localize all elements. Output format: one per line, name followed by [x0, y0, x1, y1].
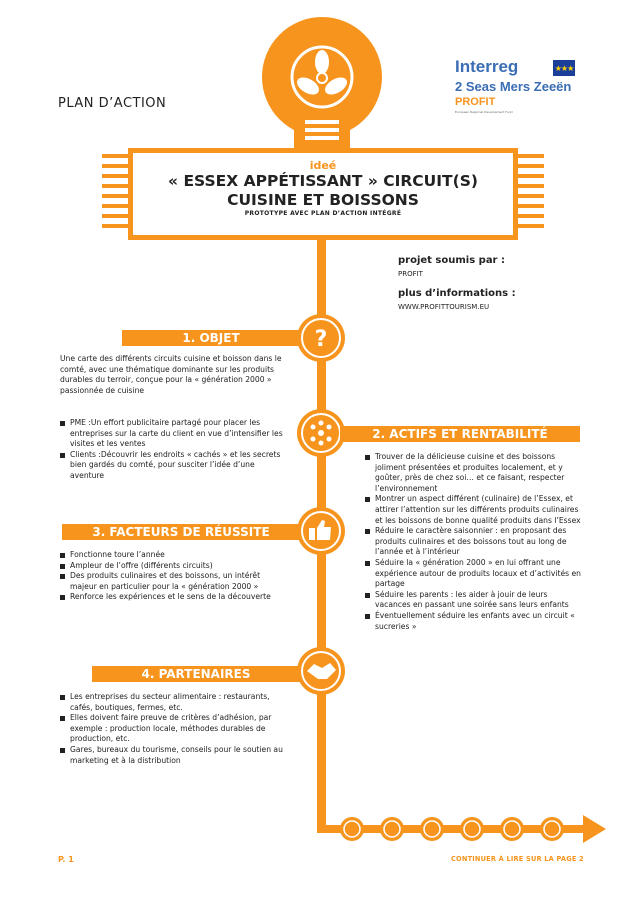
- handshake-icon: [297, 647, 345, 695]
- svg-text:?: ?: [314, 327, 328, 352]
- submitted-label: projet soumis par :: [398, 255, 505, 266]
- lightbulb-icon: [262, 17, 382, 148]
- idee-label: ideé: [309, 159, 337, 172]
- section-facteurs-list: [60, 550, 285, 603]
- page-subtitle: PROTOTYPE AVEC PLAN D’ACTION INTÉGRÉ: [244, 210, 402, 217]
- list-item: Des produits culinaires et des boissons, un intérêt majeur en particulier pour la « génération 2000 »: [60, 571, 285, 592]
- list-item: Gares, bureaux du tourisme, conseils pour le soutien au marketing et à la distribution: [60, 745, 285, 766]
- submitted-value: PROFIT: [398, 270, 423, 278]
- interreg-word: Interreg: [455, 57, 519, 76]
- thumbs-up-icon: [297, 507, 345, 555]
- list-item: Séduire la « génération 2000 » en lui offrant une expérience autour de produits locaux et d’activités en partage: [365, 558, 585, 590]
- section-actifs-list: [365, 452, 585, 632]
- list-item: Montrer un aspect différent (culinaire) de l’Essex, et attirer l’attention sur les différents produits culinaires et les boissons de bonne qualité produits dans l’Essex: [365, 494, 585, 526]
- eu-fund-text: European Regional Development Fund: [455, 110, 513, 114]
- list-item: Les entreprises du secteur alimentaire : restaurants, cafés, boutiques, fermes, etc.: [60, 692, 285, 713]
- section-actifs-header: 2. ACTIFS ET RENTABILITÉ: [340, 426, 580, 442]
- list-item: Ampleur de l’offre (différents circuits): [60, 561, 285, 572]
- list-item: Elles doivent faire preuve de critères d’adhésion, par exemple : production locale, méthodes durables de production, etc.: [60, 713, 285, 745]
- list-item: Clients :Découvrir les endroits « cachés » et les secrets bien gardés du comté, pour susciter l’idée d’une aventure: [60, 450, 290, 482]
- page-title-line1: « ESSEX APPÉTISSANT » CIRCUIT(S): [168, 172, 478, 190]
- section-objet-intro: Une carte des différents circuits cuisine et boisson dans le comté, avec une thématique dominante sur les produits durables du terroir, conçue pour la « génération 2000 » passionnée de cuisine: [60, 354, 282, 395]
- list-item: Éventuellement séduire les enfants avec un circuit « sucreries »: [365, 611, 585, 632]
- list-item: PME :Un effort publicitaire partagé pour placer les entreprises sur la carte du client en vue d’intensifier les visites et les ventes: [60, 418, 290, 450]
- title-box: [128, 148, 518, 240]
- section-facteurs-header: 3. FACTEURS DE RÉUSSITE: [62, 524, 300, 540]
- list-item: Trouver de la délicieuse cuisine et des boissons joliment présentées et produites localement, et y goûter, près de chez soi… et ce faisant, respecter l’environnement: [365, 452, 585, 494]
- page-number: P. 1: [58, 855, 74, 864]
- section-partenaires-header: 4. PARTENAIRES: [92, 666, 300, 682]
- section-partenaires-list: [60, 692, 285, 766]
- page-title-line2: CUISINE ET BOISSONS: [227, 191, 419, 209]
- profit-logo: PROFIT: [455, 96, 496, 108]
- section-objet-header: 1. OBJET: [122, 330, 300, 346]
- list-item: Réduire le caractère saisonnier : en proposant des produits culinaires et des boissons tout au long de l’année et à l’intérieur: [365, 526, 585, 558]
- network-icon: [297, 409, 345, 457]
- info-label: plus d’informations :: [398, 288, 516, 299]
- info-link[interactable]: WWW.PROFITTOURISM.EU: [398, 303, 490, 311]
- plan-label: PLAN D’ACTION: [58, 96, 167, 111]
- seas-label: 2 Seas Mers Zeeën: [455, 79, 572, 94]
- interreg-logo: [455, 57, 595, 121]
- list-item: Renforce les expériences et le sens de la découverte: [60, 592, 285, 603]
- continue-link[interactable]: CONTINUER À LIRE SUR LA PAGE 2: [451, 855, 584, 863]
- question-icon: [297, 314, 345, 362]
- section-objet-list: [60, 418, 290, 482]
- list-item: Fonctionne toure l’année: [60, 550, 285, 561]
- list-item: Séduire les parents : les aider à jouir de leurs vacances en passant une soirée sans leurs enfants: [365, 590, 585, 611]
- eu-flag-icon: ★★★: [553, 60, 575, 76]
